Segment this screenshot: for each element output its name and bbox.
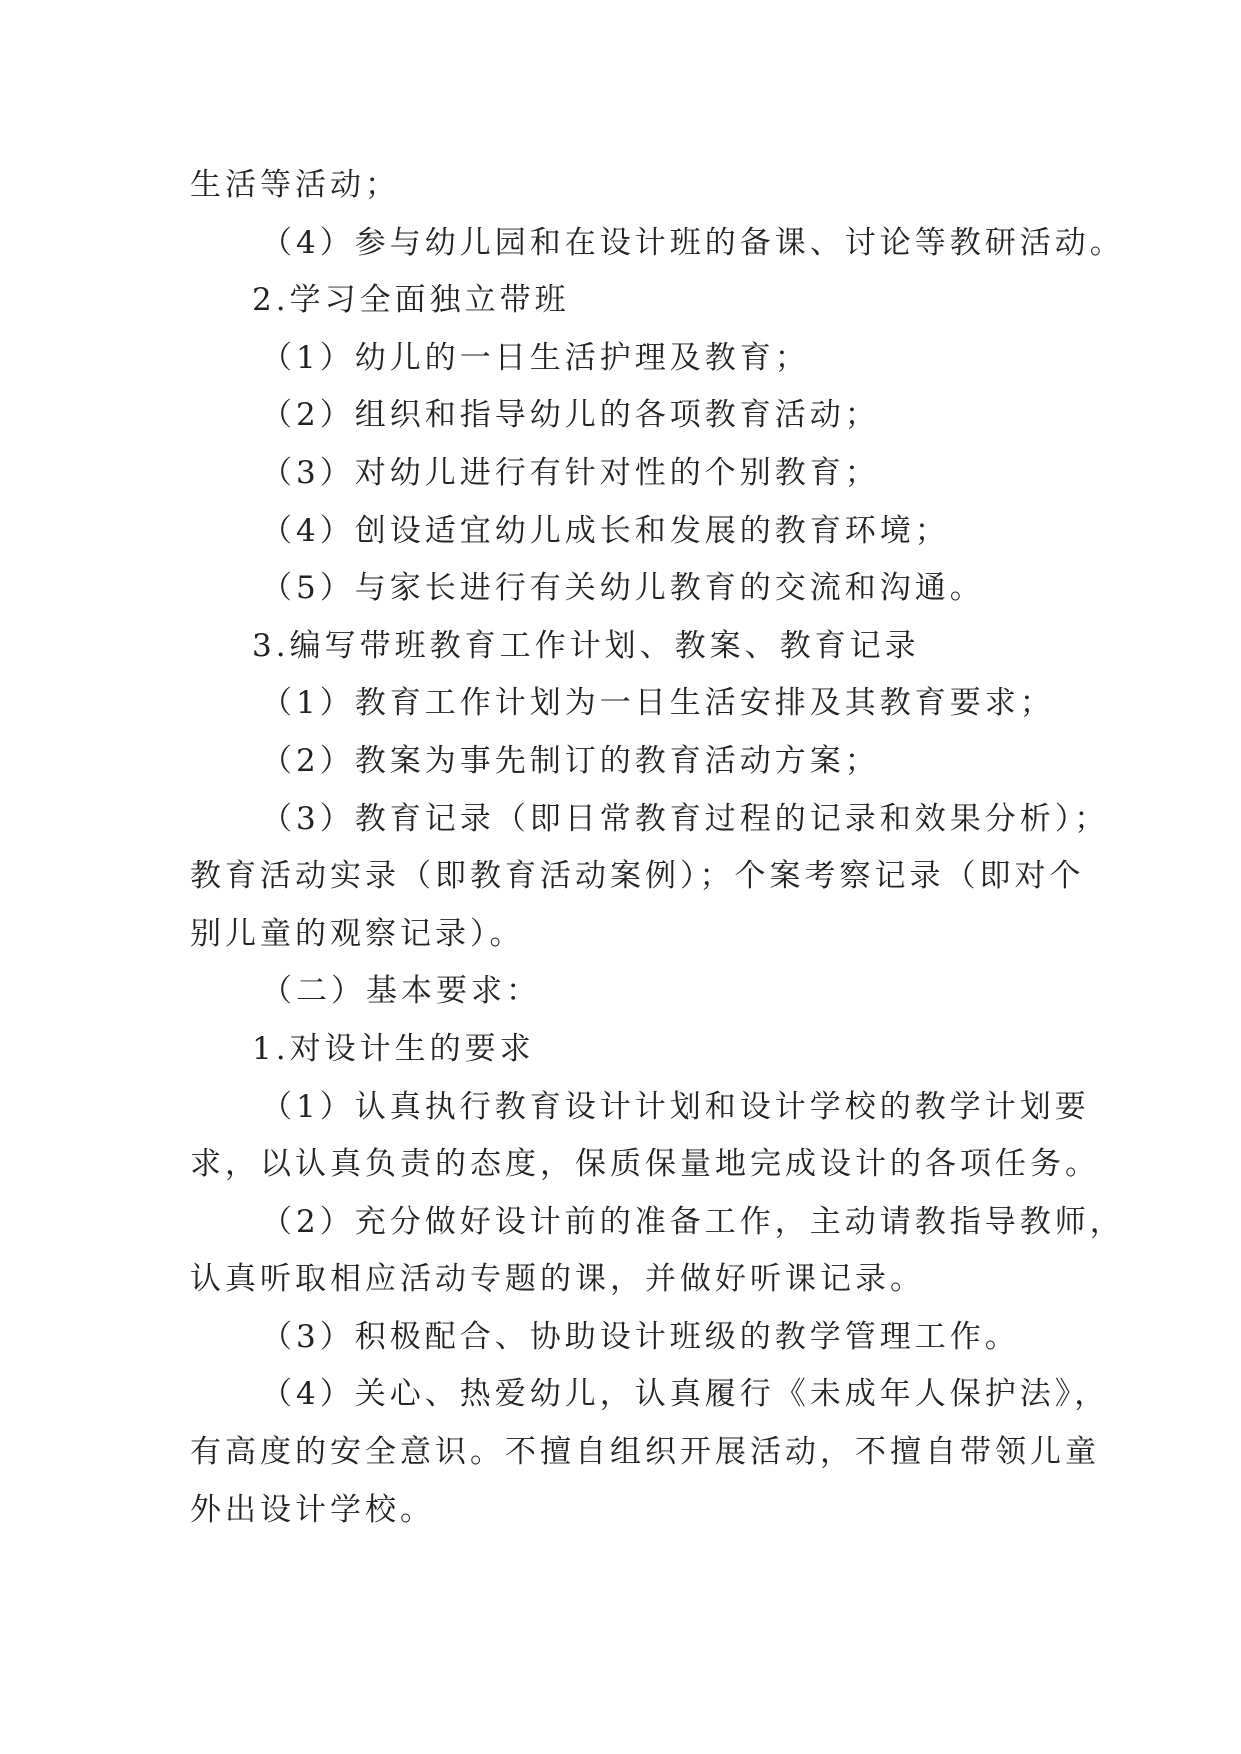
section-heading: （二）基本要求： — [261, 973, 541, 1010]
text-line: 教育活动实录（即教育活动案例）；个案考察记录（即对个 — [190, 858, 1085, 895]
text-line: 别儿童的观察记录）。 — [190, 915, 525, 952]
section-heading: 2.学习全面独立带班 — [252, 282, 570, 319]
document-body — [190, 157, 1125, 1539]
text-line: （4）关心、热爱幼儿，认真履行《未成年人保护法》， — [261, 1376, 1110, 1413]
text-line: （1）教育工作计划为一日生活安排及其教育要求； — [261, 685, 1055, 722]
text-line: （3）积极配合、协助设计班级的教学管理工作。 — [261, 1318, 1020, 1355]
text-line: （2）充分做好设计前的准备工作，主动请教指导教师， — [261, 1203, 1125, 1240]
section-heading: 3.编写带班教育工作计划、教案、教育记录 — [252, 627, 920, 664]
text-line: （4）创设适宜幼儿成长和发展的教育环境； — [261, 512, 950, 549]
text-line: （1）认真执行教育设计计划和设计学校的教学计划要 — [261, 1088, 1090, 1125]
text-line: （4）参与幼儿园和在设计班的备课、讨论等教研活动。 — [261, 224, 1125, 261]
text-line: （5）与家长进行有关幼儿教育的交流和沟通。 — [261, 570, 985, 607]
text-line: 外出设计学校。 — [190, 1491, 435, 1528]
text-line: 生活等活动； — [190, 167, 400, 203]
text-line: （2）组织和指导幼儿的各项教育活动； — [261, 397, 880, 434]
text-line: （3）教育记录（即日常教育过程的记录和效果分析）； — [261, 800, 1110, 837]
text-line: 求，以认真负责的态度，保质保量地完成设计的各项任务。 — [190, 1146, 1100, 1183]
text-line: （2）教案为事先制订的教育活动方案； — [261, 742, 880, 779]
text-line: 有高度的安全意识。不擅自组织开展活动，不擅自带领儿童 — [190, 1434, 1100, 1471]
text-line: （1）幼儿的一日生活护理及教育； — [261, 339, 810, 376]
text-line: 认真听取相应活动专题的课，并做好听课记录。 — [190, 1261, 925, 1298]
text-line: （3）对幼儿进行有针对性的个别教育； — [261, 454, 880, 491]
section-heading: 1.对设计生的要求 — [252, 1030, 535, 1067]
